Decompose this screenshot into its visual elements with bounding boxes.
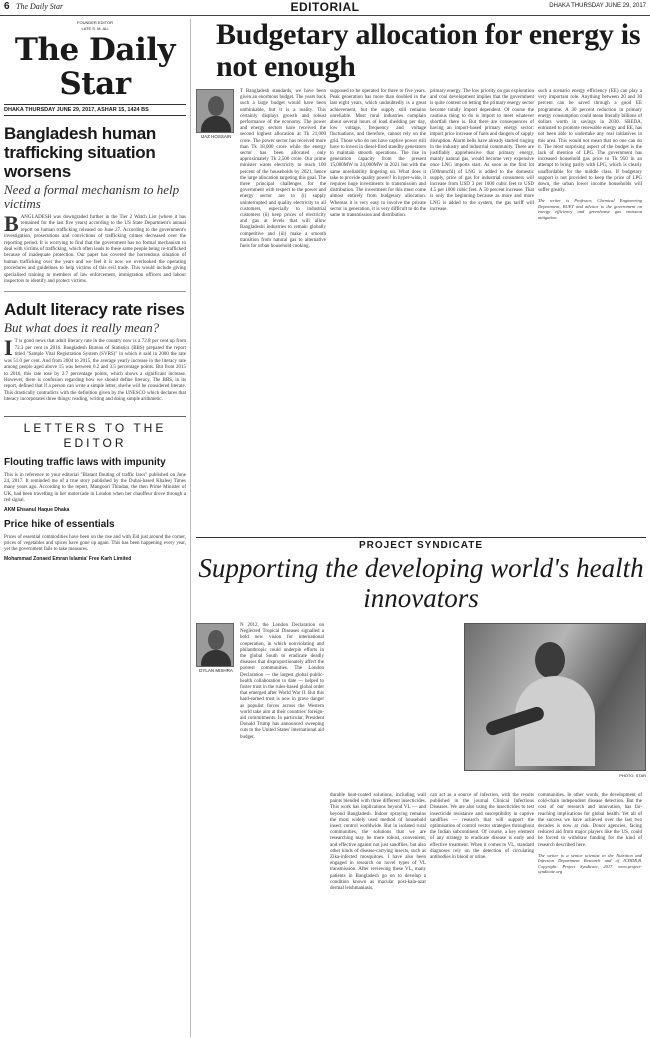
syndicate-column-1: N 2012, the London Declaration on Neglected Tropical Diseases signalled a bold new vision for international cooperation, in which nonviolating and philanthropic could underpin efforts in the global South to eradicate deadly diseases that disproportionately affect the poorest communities. The London Declaration — the largest global public-health collaboration to date — helped to foster trust in the rules-based global order that emerged after World War II. But this hard-earned trust is now in grave danger as populist forces across the Western world take aim at their countries' foreign-aid commitments. In particular, President Donald Trump has announced sweeping cuts to the United States' international aid budget.	[240, 623, 324, 740]
letter-1-headline: Flouting traffic laws with impunity	[4, 456, 166, 468]
article-column-1: T Bangladesh standards, we have been given an enormous budget. The years back such a large budget would have been unthinkable, but it is a reality. This certainly displays growth and robust performance of the economy. The power and energy sectors have received the second highest allocation at Tk 21,000 crore. The power sector has received more than Tk 18,000 crore while the energy sector has been allocated only approximately Tk 2,500 crore. Our prime minister wants electricity to reach 100 percent of the households by 2021, hence the large allocation targeting this goal. The three principal challenges for the government with respect to the power and energy sector are to (i) supply uninterrupted and quality electricity to all customers, especially to industrial customers (ii) keep prices of electricity and gas at levels that will allow Bangladeshi industries to remain globally competitive and (iii) make a smooth transition from natural gas to alternative fuels for urban household cooking.	[240, 89, 326, 250]
editorial-2-headline: Adult literacy rate rises	[4, 300, 185, 320]
author-2-note: The writer is a senior scientist in the Nutrition and Infection Department Research and of ICDDR,B. Copyright: Project Syndicate, 2017. www.project-syndicate.org	[538, 852, 642, 875]
photo-caption: PHOTO: STAR	[619, 773, 646, 778]
author-2-block	[196, 623, 236, 673]
editorial-1-text: ANGLADESH was downgraded further in the Tier 2 Watch List (where it has remained for the last five years) according to the US State Department's annual report on human trafficking released on June 27. According to the government's investigation, prosecutions and convictions of trafficking crimes decreased over the reporting period. It is worrying to find that the government has no formal mechanism to deal with victims of trafficking, which often leads to these same people being re-trafficked because of inadequate protection. Our paper has covered the horrendous situation of human trafficking over the years and we feel it is now we overlooked the operating procedures and guidelines to help victims of this evil trade. This would include giving specialised training to members of law enforcement, immigration officers and labour inspectors to identify and protect victims.	[4, 215, 186, 285]
page-number: 6	[4, 1, 10, 12]
author-2-name: DYLAN MISHRA	[199, 668, 233, 673]
syndicate-bar	[196, 537, 646, 551]
editorial-1-body	[4, 211, 186, 285]
editorial-1-headline: Bangladesh human trafficking situation worsens	[4, 124, 157, 181]
letter-2-body: Prices of essential commodities have been on the rise and with Eid just around the corner, prices of vegetables and spices have gone up again. This has been happening every year, yet the government fails to take measures.	[4, 534, 186, 553]
letters-title: LETTERS TO THE EDITOR	[23, 420, 167, 450]
syndicate-column-3: can act as a source of infection, with the results published in the journal Clinical Infectious Diseases. We are also using the insecticides to test insecticide resistance and susceptibility in captive sandflies — research that will support the optimisation of control vector strategies throughout the Indian subcontinent. Of course, a key element of any strategy to eradicate disease is early and effective treatment. When it comes to VL, standard diagnoses rely on the detection of circulating antibodies in blood or urine.	[430, 793, 534, 861]
letter-1-signature: AKM Ehsanul Haque Dhaka	[4, 506, 70, 513]
section-title: EDITORIAL	[290, 0, 360, 14]
main-article	[196, 89, 646, 529]
author-1-block	[196, 89, 236, 139]
author-1-name: IJAZ HOSSAIN	[200, 134, 232, 139]
syndicate-headline: Supporting the developing world's health innovators	[198, 553, 644, 613]
syndicate-column-4-text: communities. In other words, the development of cold-chain independent disease detection. But the cost of our research and innovation, has far-reaching implications for global health. Yet all of the success we have achieved over the last two decades is now at risk. Donor agencies, facing reduced aid from major players like the US, could be forced to withdraw funding for the kind of research described here.	[538, 793, 642, 848]
editorial-1-dropcap: B	[4, 211, 19, 236]
page-header-bar	[0, 0, 650, 16]
header-date: DHAKA THURSDAY JUNE 29, 2017	[549, 3, 646, 9]
syndicate-article	[196, 623, 646, 1039]
article-column-4-text: such a scenario energy efficiency (EE) can play a very important role. Anything between 20 and 30 percent can be saved through a good EE programme. A 30 percent reduction in primary energy consumption could mean literally billions of dollars worth in savings in 2030. SREDA, entrusted to promote renewable energy and EE, has not been able to undertake any real initiatives in this area. This would not mean that no one can do it. The most surprising aspect of the budget is the lack of mention of LPG. The government has increased household gas price to Tk 950 in an attempt to bring parity with LPG, which is clearly unaffordable for the middle class. If budgetary support is not provided to keep the price of LPG down, the urban lower income households will suffer greatly.	[538, 89, 642, 194]
paper-name-small: The Daily Star	[16, 2, 64, 11]
founder-label: FOUNDER EDITOR	[77, 20, 113, 25]
masthead-dateline: DHAKA THURSDAY JUNE 29, 2017, ASHAR 15, 1424 BS	[4, 104, 186, 116]
letter-2-signature: Mohammad Zonaed Emran Islamia' Free Karh Limited	[4, 555, 132, 562]
syndicate-photo	[464, 623, 646, 771]
author-1-note: The writer is Professor, Chemical Engineering Department, BUET and advisor to the government on energy efficiency and greenhouse gas emission mitigation.	[538, 198, 642, 220]
editorial-1-deck: Need a formal mechanism to help victims	[4, 182, 180, 211]
article-column-4	[538, 89, 642, 220]
left-column	[4, 19, 191, 1037]
editorial-2-deck: But what does it really mean?	[4, 320, 160, 336]
masthead-title: The Daily Star	[14, 32, 176, 102]
editorial-2-text: T is good news that adult literacy rate in the country now is a 72.8 per cent up from 72.3 per cent in 2016. Bangladesh Bureau of Statistics (BBS) prepared the report titled "Sample Vital Registration System (SVRS)" in which it said in 2000 the rate was 51.0 per cent. And from 2004 to 2015, the average yearly increase in the literacy rate among people aged above 15 was between 0.2 and 3.5 percentage points. But from 2015 to 2016, this rate rose by 2.7 percentage points, which shows a significant increase. However, there is confusion regarding how we should define literacy. The BBS, in its report, defined that if a person can write a simple letter, she/he will be considered literate. This drastically contradicts with the definition given by the UNESCO which declares that literacy incorporates three things: reading, writing and doing simple arithmetic.	[4, 339, 186, 403]
divider	[4, 291, 186, 292]
letter-2-headline: Price hike of essentials	[4, 518, 115, 530]
article-column-3: primary energy. The low priority on gas exploration and coal development implies that the government is quite content on letting the primary energy sector become totally import dependent. Of course the cautious thing to do is import to meet whatever shortfall there is. But there are consequences of having an import-based primary energy sector: import price increase of fuels and dangers of supply disruption. Alarm bells have already started ringing in the industry and industrial community. There are justifiably apprehensive that primary energy, mainly natural gas, would become very expensive once LNG imports start. As soon as the first lot (500mmcfd) of LNG is added to the domestic supply, price of gas for industrial consumers will increase from USD 3 per 1000 cubic feet to USD 4.5 per 1000 cubic feet. A 50 percent increase. That is only the beginning because as more and more LNG is added to the system, the gas tariff will increase.	[430, 89, 534, 212]
syndicate-label: PROJECT SYNDICATE	[358, 540, 484, 551]
right-column	[196, 19, 646, 1039]
editorial-2-dropcap: I	[4, 335, 13, 361]
syndicate-column-2: durable heat-coated solutions, including wall paints blended with three different insecticides. This work has implications beyond VL — and beyond Bangladesh. Indoor spraying remains the most widely used method of household insect control worldwide. But in isolated rural communities, the solutions that we are researching may be more robust, convenient, and effective against not just sandflies, but also other kinds of disease-carrying insects, such as Zika-infected mosquitoes. I have also been engaged in research on novel types of VL transmission. After reviewing these VL, many patients in Bangladesh go on to develop a condition known as macular post-kala-azar dermal leishmaniasis.	[330, 793, 426, 892]
letters-section	[4, 416, 186, 562]
editorial-2-body	[4, 335, 186, 403]
author-2-photo	[196, 623, 234, 667]
syndicate-column-4	[538, 793, 642, 875]
founder-name: LATE S. M. ALI	[81, 26, 109, 31]
article-column-2: supposed to be operated for three to five years. Peak generation has more than doubled in the last eight years, which undoubtedly is a great achievement, but the supply still remains unreliable. Most rural industries complain about several hours of load shedding per day, low voltage, frequency and voltage fluctuations, and therefore, cannot rely on the grid. Those who do not have captive power still have to invest in diesel-fired standby generators to maintain smooth operations. The rise in generation capacity from the present 15,000MW to 24,000MW in 2021 but with the same unreliability lingering on. What does it take to provide quality power? In hyper-wide, it requires huge investments in transmission and distribution. The investment for this must come almost entirely from budgetary allocation. Whereas it is very easy to involve the private sector in generation, it is very difficult to do the same in transmission and distribution.	[330, 89, 426, 219]
author-1-photo	[196, 89, 234, 133]
main-headline: Budgetary allocation for energy is not enough	[216, 18, 641, 83]
letter-1-body: This is in reference to your editorial "Blatant flouting of traffic laws" published on June 24, 2017. It reminded me of a true story published by the Dubai-based Khaleej Times many years ago. According to the report, Mangoori Thindan, the then Prime Minister of UK, had been travelling in her motorcade in London when her chauffeur drove through a red signal.	[4, 472, 186, 504]
